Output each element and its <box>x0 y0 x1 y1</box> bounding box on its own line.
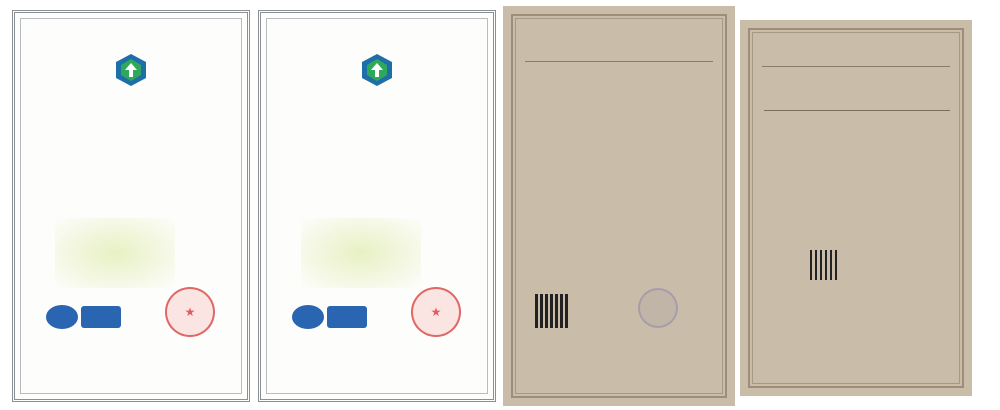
certification-logo-icon <box>360 53 394 87</box>
red-seal: ★ <box>411 287 461 337</box>
initial-issuance <box>303 253 347 258</box>
ce-certificate <box>503 6 735 406</box>
qms-certificate-1 <box>12 10 250 402</box>
certification-logo-icon <box>114 53 148 87</box>
qr-code <box>535 294 569 328</box>
registration-address <box>55 196 227 228</box>
expiration <box>57 267 101 272</box>
qms-certificate-2 <box>258 10 496 402</box>
certificate-inner-border <box>752 32 960 384</box>
header-divider <box>525 61 713 62</box>
red-seal: ★ <box>165 287 215 337</box>
bst-stamp <box>638 288 678 328</box>
iaf-logo <box>291 303 325 331</box>
initial-issuance <box>57 253 101 258</box>
registration-address <box>301 196 473 228</box>
cnas-logo <box>327 303 367 331</box>
header-divider <box>762 66 950 67</box>
this-issuance <box>57 260 101 265</box>
certificate-inner-border <box>515 18 723 394</box>
production-address <box>55 230 227 243</box>
iaf-logo <box>45 303 79 331</box>
production-address <box>301 230 473 243</box>
fcc-details-table <box>764 110 950 111</box>
this-issuance <box>303 260 347 265</box>
cnas-logo <box>81 303 121 331</box>
qr-code <box>810 250 840 280</box>
fcc-declaration <box>740 20 972 396</box>
expiration <box>303 267 347 272</box>
